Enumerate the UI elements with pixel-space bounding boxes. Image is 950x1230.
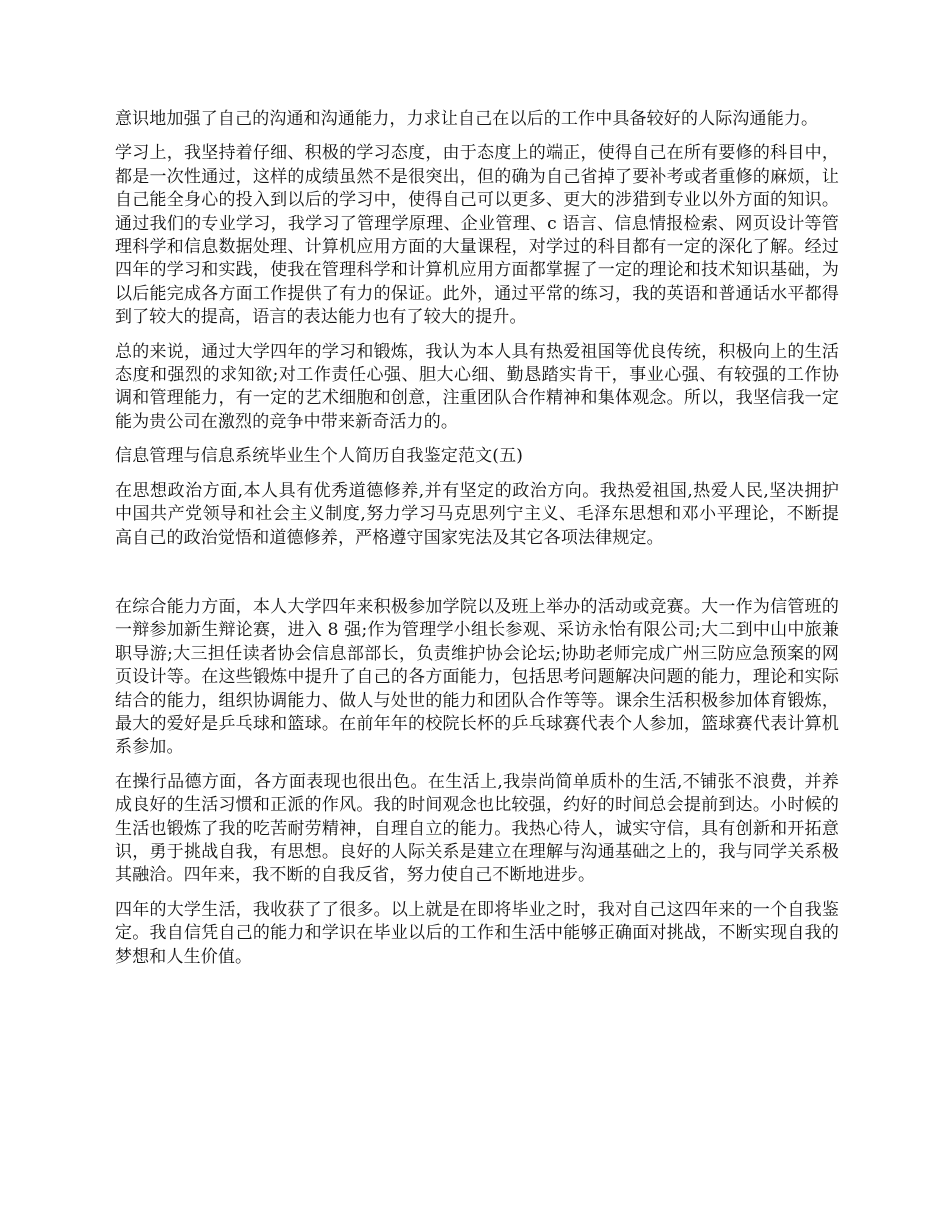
paragraph-communication: 意识地加强了自己的沟通和沟通能力，力求让自己在以后的工作中具备较好的人际沟通能力。 bbox=[115, 109, 819, 129]
blank-line bbox=[115, 561, 839, 596]
paragraph-abilities: 在综合能力方面，本人大学四年来积极参加学院以及班上举办的活动或竞赛。大一作为信管班的一辩参加新生辩论赛，进入 8 强;作为管理学小组长参观、采访永怡有限公司;大二到中山中旅兼职导游;大三担任读者协会信息部部长，负责维护协会论坛;协助老师完成广州三防应急预案的网页设计等。在这些锻炼中提升了自己的各方面能力，包括思考问题解决问题的能力，理论和实际结合的能力，组织协调能力、做人与处世的能力和团队合作等等。课余生活积极参加体育锻炼，最大的爱好是乒乓球和篮球。在前年年的校院长杯的乒乓球赛代表个人参加，篮球赛代表计算机系参加。 bbox=[115, 596, 839, 758]
paragraph-conclusion: 四年的大学生活，我收获了了很多。以上就是在即将毕业之时，我对自己这四年来的一个自我鉴定。我自信凭自己的能力和学识在毕业以后的工作和生活中能够正确面对挑战，不断实现自我的梦想和人生价值。 bbox=[115, 899, 839, 967]
section-heading: 信息管理与信息系统毕业生个人简历自我鉴定范文(五) bbox=[115, 446, 524, 467]
paragraph-conduct: 在操行品德方面，各方面表现也很出色。在生活上,我崇尚简单质朴的生活,不铺张不浪费，并养成良好的生活习惯和正派的作风。我的时间观念也比较强，约好的时间总会提前到达。小时候的生活也锻炼了我的吃苦耐劳精神，自理自立的能力。我热心待人，诚实守信，具有创新和开拓意识，勇于挑战自我，有思想。良好的人际关系是建立在理解与沟通基础之上的，我与同学关系极其融洽。四年来，我不断的自我反省，努力使自己不断地进步。 bbox=[115, 771, 839, 886]
paragraph-study: 学习上，我坚持着仔细、积极的学习态度，由于态度上的端正，使得自己在所有要修的科目中，都是一次性通过，这样的成绩虽然不是很突出，但的确为自己省掉了要补考或者重修的麻烦，让自己能全身心的投入到以后的学习中，使得自己可以更多、更大的涉猎到专业以外方面的知识。通过我们的专业学习，我学习了管理学原理、企业管理、c 语言、信息情报检索、网页设计等管理科学和信息数据处理、计算机应用方面的大量课程，对学过的科目都有一定的深化了解。经过四年的学习和实践，使我在管理科学和计算机应用方面都掌握了一定的理论和技术知识基础，为以后能完成各方面工作提供了有力的保证。此外，通过平常的练习，我的英语和普通话水平都得到了较大的提高，语言的表达能力也有了较大的提升。 bbox=[115, 143, 839, 328]
paragraph-politics: 在思想政治方面,本人具有优秀道德修养,并有坚定的政治方向。我热爱祖国,热爱人民,坚决拥护中国共产党领导和社会主义制度,努力学习马克思列宁主义、毛泽东思想和邓小平理论，不断提高自己的政治觉悟和道德修养，严格遵守国家宪法及其它各项法律规定。 bbox=[115, 480, 839, 548]
document-page bbox=[115, 108, 839, 980]
paragraph-summary: 总的来说，通过大学四年的学习和锻炼，我认为本人具有热爱祖国等优良传统，积极向上的生活态度和强烈的求知欲;对工作责任心强、胆大心细、勤恳踏实肯干，事业心强、有较强的工作协调和管理能力，有一定的艺术细胞和创意，注重团队合作精神和集体观念。所以，我坚信我一定能为贵公司在激烈的竞争中带来新奇活力的。 bbox=[115, 341, 839, 432]
